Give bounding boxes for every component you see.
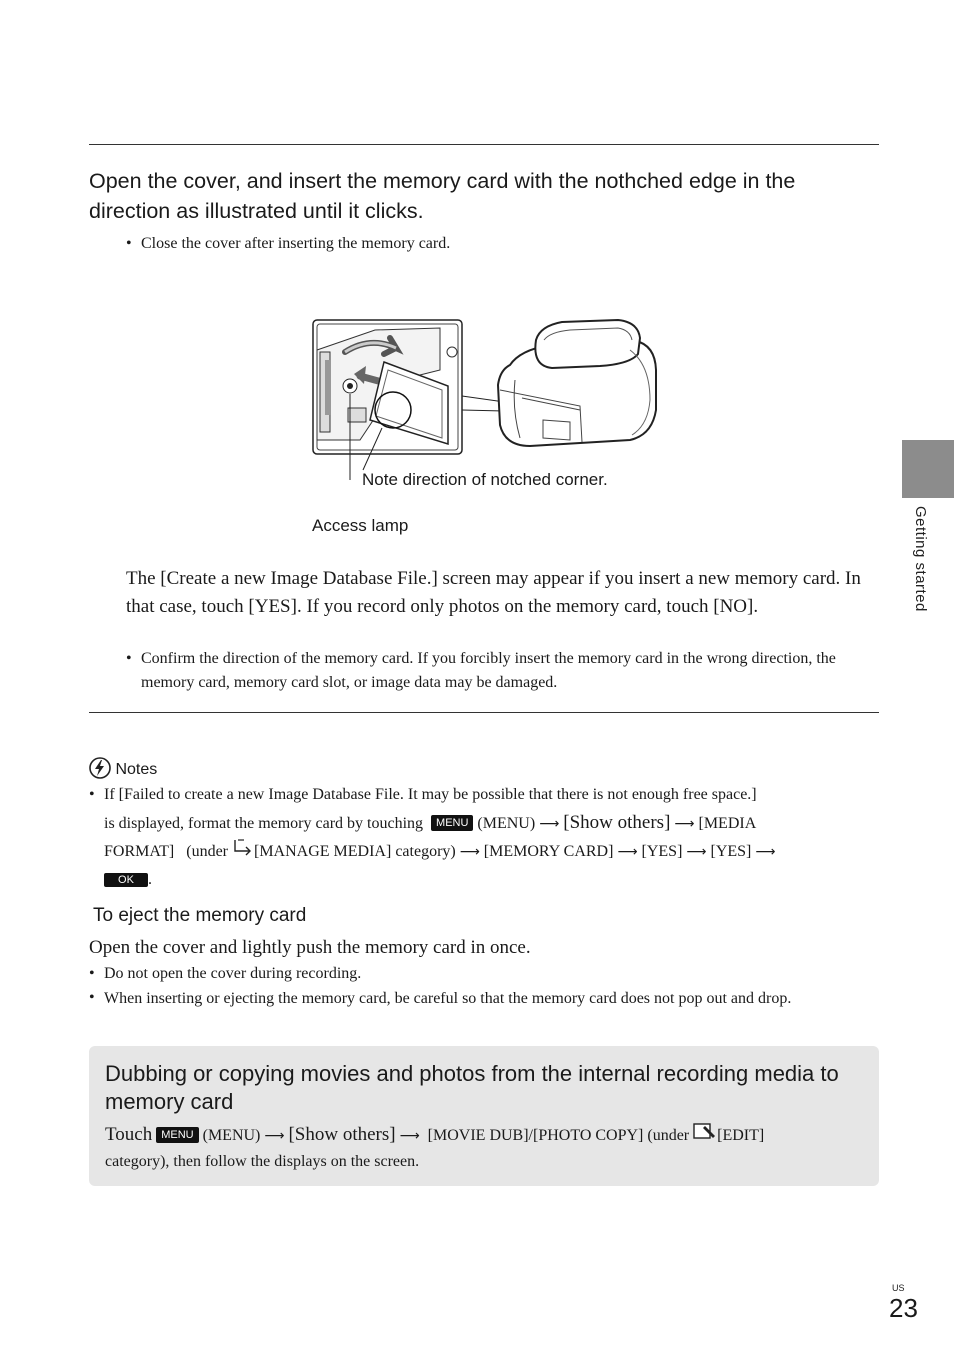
bullet-dot: •: [89, 989, 95, 1006]
edit-icon: [693, 1122, 717, 1142]
confirm-bullet: [126, 647, 856, 695]
region-code: US: [892, 1283, 905, 1293]
notes-show-others: [Show others]: [563, 812, 671, 833]
ok-button[interactable]: OK: [104, 873, 148, 887]
step-title: Open the cover, and insert the memory card with the nothched edge in the direction as illustrated until it clicks.: [89, 169, 796, 223]
arrow-icon: ⟶: [755, 844, 776, 860]
notes-yes-2: [YES]: [710, 843, 752, 860]
bullet-dot: •: [126, 235, 132, 252]
dubbing-line2: category), then follow the displays on the screen.: [105, 1153, 420, 1170]
body-paragraph: The [Create a new Image Database File.] screen may appear if you insert a new memory card. In that case, touch [YES]. If you record only photos on the memory card, touch [NO].: [126, 568, 861, 617]
dubbing-edit: [EDIT]: [717, 1127, 765, 1144]
step-bullet: [126, 232, 826, 256]
notes-warning-icon: [89, 757, 111, 779]
arrow-icon: ⟶: [617, 844, 638, 860]
eject-text: Open the cover and lightly push the memory card in once.: [89, 937, 531, 958]
access-lamp-label: Access lamp: [312, 516, 409, 535]
arrow-icon: ⟶: [459, 844, 480, 860]
dubbing-movie-dub: [MOVIE DUB]/[PHOTO COPY] (under: [427, 1127, 690, 1144]
notes-format: FORMAT]: [104, 843, 175, 860]
top-rule: [89, 144, 879, 145]
eject-bullet-1-text: Do not open the cover during recording.: [104, 965, 362, 982]
confirm-bullet-text: Confirm the direction of the memory card. If you forcibly insert the memory card in the wrong direction, the memory card, memory card slot, or image data may be damaged.: [141, 650, 836, 691]
eject-bullet-1: [89, 962, 879, 986]
notes-menu-text: (MENU): [477, 815, 536, 832]
notes-yes-1: [YES]: [641, 843, 683, 860]
dubbing-show-others: [Show others]: [288, 1124, 396, 1145]
notes-under: (under: [186, 843, 228, 860]
bullet-dot: •: [89, 965, 95, 982]
dubbing-instructions: [105, 1122, 870, 1175]
middle-rule: [89, 712, 879, 713]
arrow-icon: ⟶: [539, 816, 560, 832]
notes-line2a: is displayed, format the memory card by touching: [104, 815, 424, 832]
dubbing-title: Dubbing or copying movies and photos from the internal recording media to memory card: [105, 1061, 839, 1114]
side-tab-label: Getting started: [912, 506, 929, 612]
memory-card-illustration: [300, 310, 680, 480]
side-tab-marker: [902, 440, 954, 498]
bullet-dot: •: [126, 650, 132, 667]
menu-button[interactable]: MENU: [431, 815, 473, 831]
eject-heading: To eject the memory card: [93, 905, 307, 926]
notes-manage-media: [MANAGE MEDIA] category): [254, 843, 456, 860]
notes-line1: If [Failed to create a new Image Database File. It may be possible that there is not enough free space.]: [104, 786, 757, 803]
dubbing-touch: Touch: [105, 1124, 153, 1145]
dubbing-menu-text: (MENU): [202, 1127, 261, 1144]
notes-memory-card: [MEMORY CARD]: [483, 843, 614, 860]
page-number: 23: [889, 1293, 918, 1323]
arrow-icon: ⟶: [674, 816, 695, 832]
step-bullet-text: Close the cover after inserting the memory card.: [141, 235, 451, 252]
notes-heading: [89, 757, 157, 781]
notes-bullet: [89, 781, 879, 894]
arrow-icon: ⟶: [264, 1128, 285, 1144]
notch-label: Note direction of notched corner.: [362, 470, 608, 489]
notes-heading-text: Notes: [115, 761, 158, 778]
notes-media: [MEDIA: [698, 815, 757, 832]
arrow-icon: ⟶: [399, 1128, 420, 1144]
notes-period: .: [148, 871, 152, 888]
eject-bullet-2: [89, 986, 869, 1011]
eject-bullet-2-text: When inserting or ejecting the memory card, be careful so that the memory card does not pop out and drop.: [104, 990, 792, 1007]
arrow-icon: ⟶: [686, 844, 707, 860]
bullet-dot: •: [89, 786, 95, 803]
menu-button[interactable]: MENU: [156, 1127, 198, 1143]
manage-media-icon: [232, 838, 254, 858]
